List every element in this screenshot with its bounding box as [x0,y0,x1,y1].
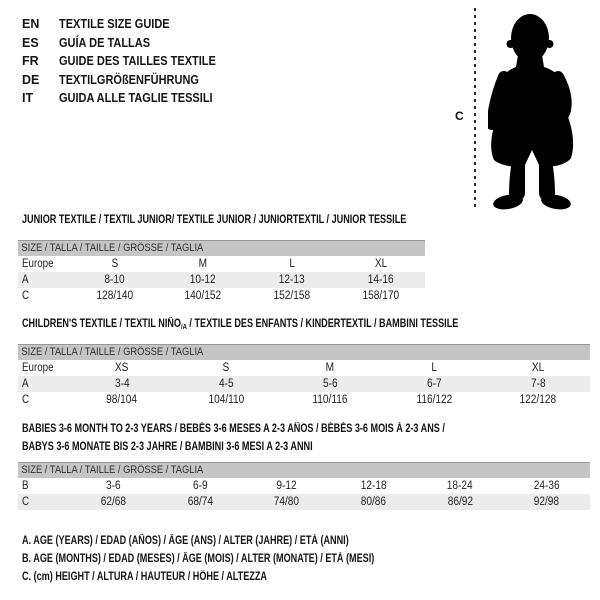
guide-title-en: TEXTILE SIZE GUIDE [59,17,170,32]
table-row-height-cm [18,288,425,304]
language-code: DE [22,72,40,87]
table-cell: 104/110 [208,394,244,406]
babies-title-line2: BABYS 3-6 MONATE BIS 2-3 JAHRE / BAMBINI 3-6 MESI A 2-3 ANNI [22,440,313,453]
guide-title-de: TEXTILGRÖßENFÜHRUNG [59,72,199,87]
table-cell: 6-7 [426,378,442,390]
guide-title-it: GUIDA ALLE TAGLIE TESSILI [59,91,213,106]
legend-line-a: A. AGE (YEARS) / EDAD (AÑOS) / ÂGE (ANS) / ALTER (JAHRE) / ETÀ (ANNI) [22,535,349,547]
table-cell: 68/74 [187,496,213,508]
table-cell: 158/170 [362,290,399,302]
column-header: M [198,258,208,270]
table-cell: 5-6 [322,378,338,390]
language-code: EN [22,17,40,32]
column-header: XL [374,258,387,270]
language-row-de [22,71,237,90]
table-cell: 86/92 [447,496,473,508]
table-cell: 3-6 [106,480,121,492]
region-label: Europe [22,258,54,270]
table-cell: 24-36 [533,480,560,492]
baby-silhouette-icon [488,7,578,213]
region-label: Europe [22,362,54,374]
language-row-it [22,89,237,108]
table-row-age-months [18,478,590,494]
table-row-age-years [18,272,425,288]
column-header: S [222,362,230,374]
children-section-title: CHILDREN'S TEXTILE / TEXTIL NIÑO/A / TEXTILE DES ENFANTS / KINDERTEXTIL / BAMBINI TESSILE [22,318,459,331]
table-cell: 110/116 [312,394,348,406]
legend-line-c: C. (cm) HEIGHT / ALTURA / HAUTEUR / HÖHE / ALTEZZA [22,571,267,583]
row-label: A [22,378,29,390]
column-header: S [110,258,118,270]
children-size-table [18,344,590,408]
column-header: L [431,362,437,374]
junior-size-table [18,240,425,304]
table-cell: 8-10 [104,274,125,286]
junior-column-header-row [18,256,425,272]
table-row-age-years [18,376,590,392]
measure-legend [22,532,468,586]
guide-title-es: GUÍA DE TALLAS [59,35,151,50]
row-label: A [22,274,29,286]
size-bar-label: SIZE / TALLA / TAILLE / GRÖSSE / TAGLIA [21,346,204,358]
language-row-fr [22,52,237,71]
table-cell: 6-9 [192,480,208,492]
size-bar-label: SIZE / TALLA / TAILLE / GRÖSSE / TAGLIA [21,464,204,476]
column-header: L [289,258,295,270]
column-header: XL [531,362,545,374]
row-label: B [22,480,29,492]
table-cell: 152/158 [273,290,311,302]
table-row-height-cm [18,494,590,510]
language-code: IT [22,91,34,106]
babies-section-title [22,421,445,456]
table-cell: 12-13 [278,274,305,286]
table-cell: 98/104 [106,394,138,406]
row-label: C [22,496,30,508]
table-cell: 3-4 [114,378,130,390]
guide-title-fr: GUIDE DES TAILLES TEXTILE [59,54,216,69]
table-cell: 140/152 [184,290,222,302]
junior-size-bar [18,240,425,256]
table-cell: 62/68 [100,496,126,508]
size-bar-label: SIZE / TALLA / TAILLE / GRÖSSE / TAGLIA [21,242,204,254]
babies-size-table [18,462,590,510]
table-cell: 80/86 [360,496,387,508]
row-label: C [22,290,30,302]
table-cell: 10-12 [190,274,217,286]
language-row-en [22,15,237,34]
children-column-header-row [18,360,590,376]
table-cell: 122/128 [519,394,557,406]
table-cell: 18-24 [447,480,473,492]
junior-section-title: JUNIOR TEXTILE / TEXTIL JUNIOR/ TEXTILE JUNIOR / JUNIORTEXTIL / JUNIOR TESSILE [22,214,407,226]
table-cell: 128/140 [96,290,133,302]
language-code: FR [22,54,39,69]
table-row-height-cm [18,392,590,408]
height-measure-dotted-line [474,8,476,210]
table-cell: 116/122 [416,394,452,406]
table-cell: 12-18 [360,480,387,492]
babies-size-bar [18,462,590,478]
column-header: M [325,362,335,374]
height-measure-label: C [455,109,464,123]
table-cell: 7-8 [530,378,546,390]
language-code: ES [22,35,39,50]
table-cell: 9-12 [276,480,297,492]
row-label: C [22,394,30,406]
nino-a-subscript: /A [180,322,187,331]
table-cell: 92/98 [534,496,560,508]
language-list [22,15,237,108]
children-size-bar [18,344,590,360]
language-row-es [22,34,237,53]
babies-title-line1: BABIES 3-6 MONTH TO 2-3 YEARS / BEBÉS 3-6 MESES A 2-3 AÑOS / BÉBÉS 3-6 MOIS À 2-3 ANS / [22,423,445,435]
table-cell: 74/80 [274,496,300,508]
column-header: XS [115,362,129,374]
table-cell: 4-5 [218,378,234,390]
legend-line-b: B. AGE (MONTHS) / EDAD (MESES) / ÂGE (MOIS) / ALTER (MONATE) / ETÀ (MESI) [22,553,375,565]
table-cell: 14-16 [367,274,394,286]
